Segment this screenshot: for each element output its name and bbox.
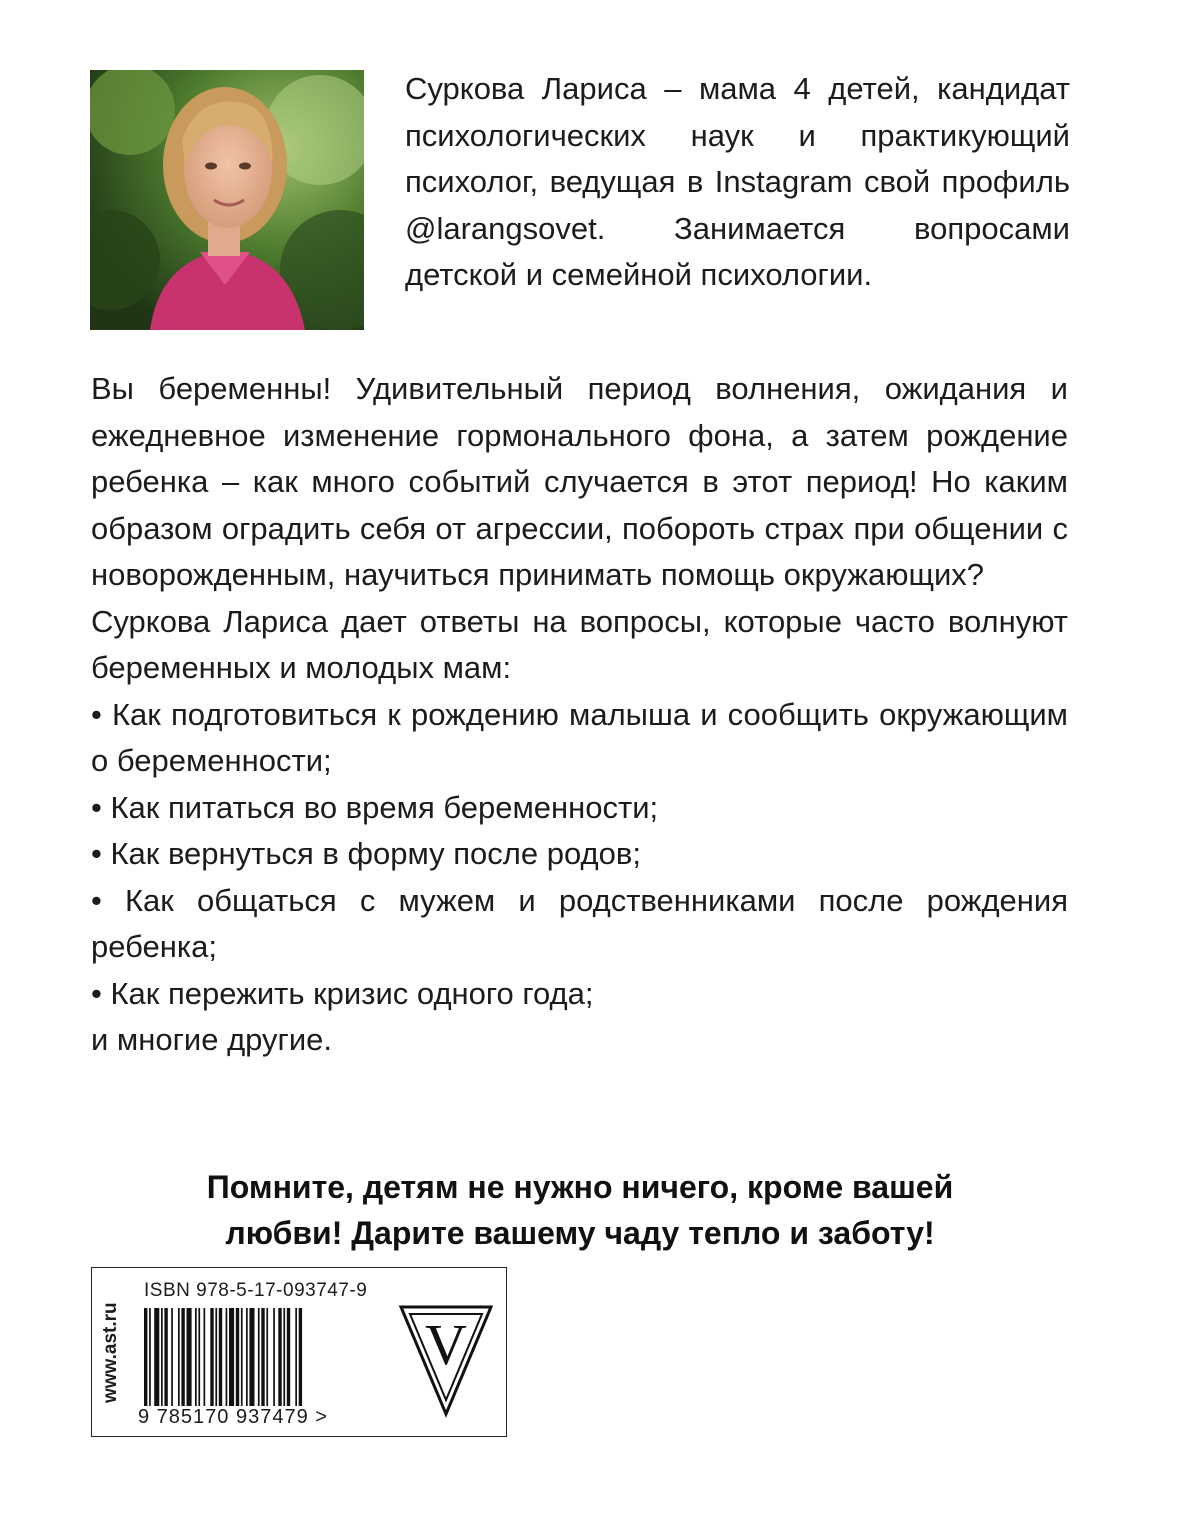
slogan-line: Помните, детям не нужно ничего, кроме вашей [206,1169,954,1205]
barcode-block [91,1267,507,1437]
barcode-digits: 9 785170 937479 > [138,1406,328,1428]
publisher-site: www.ast.ru [100,1302,121,1404]
bullet-item: • Как подготовиться к рождению малыша и сообщить окружающим о беременности; [91,696,1068,778]
author-photo [90,70,364,330]
intro-paragraph: Вы беременны! Удивительный период волнения, ожидания и ежедневное изменение гормонального фона, а затем рождение ребенка – как много событий случается в этот период! Но каким образом оградить себя от агрессии, побороть страх при общении с новорожденным, научиться принимать помощь окружающих? [91,371,1068,592]
bullet-item: • Как общаться с мужем и родственниками после рождения ребенка; [91,882,1068,964]
barcode-bars [140,1308,380,1408]
description [91,366,1068,1064]
bullet-item: • Как питаться во время беременности; [91,789,659,825]
slogan [80,1164,1080,1256]
slogan-line: любви! Дарите вашему чаду тепло и заботу! [225,1215,935,1251]
bullet-item: • Как пережить кризис одного года; [91,975,594,1011]
author-bio: Суркова Лариса – мама 4 детей, кандидат психологических наук и практикующий психолог, ведущая в Instagram свой профиль @larangsovet. Занимается вопросами детской и семейной психологии. [405,71,1070,292]
age-rating-triangle-icon [398,1302,494,1418]
age-mark: V [425,1312,467,1377]
isbn-number: ISBN 978-5-17-093747-9 [144,1280,368,1301]
bullet-item: • Как вернуться в форму после родов; [91,836,641,871]
closing-text: и многие другие. [91,1022,333,1057]
answers-intro: Суркова Лариса дает ответы на вопросы, которые часто волнуют беременных и молодых мам: [91,603,1068,685]
